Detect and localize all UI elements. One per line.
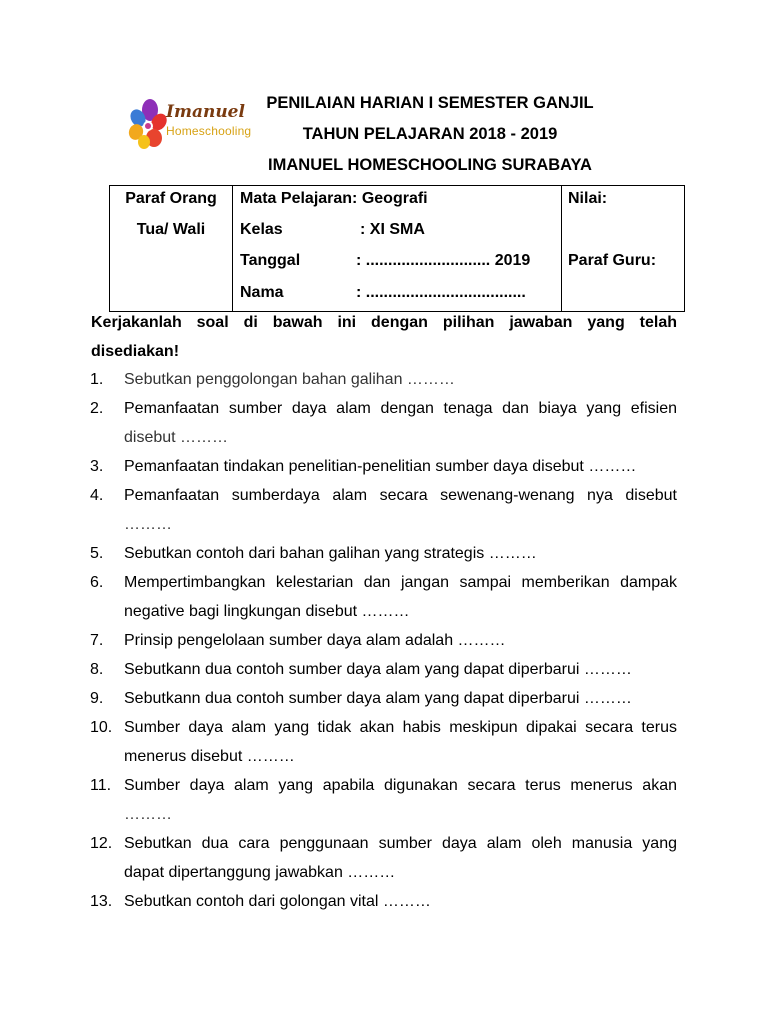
nilai-label: Nilai: xyxy=(568,190,608,207)
table-divider xyxy=(232,186,233,311)
instruction-line-2: disediakan! xyxy=(91,343,180,360)
question-number: 2. xyxy=(90,400,104,417)
header-title-1: PENILAIAN HARIAN I SEMESTER GANJIL xyxy=(266,94,594,112)
question-number: 6. xyxy=(90,574,104,591)
flower-icon xyxy=(128,96,168,152)
question-number: 9. xyxy=(90,690,104,707)
kelas-value: : XI SMA xyxy=(360,221,425,238)
question-text: Sebutkan contoh dari bahan galihan yang strategis ……… xyxy=(124,545,537,562)
question-number: 12. xyxy=(90,835,113,852)
logo-name: Imanuel xyxy=(166,102,245,122)
question-text: Sebutkan penggolongan bahan galihan ……… xyxy=(124,371,455,388)
question-number: 3. xyxy=(90,458,104,475)
question-text: Pemanfaatan sumberdaya alam secara sewenang-wenang nya disebut xyxy=(124,487,677,504)
question-text: Sumber daya alam yang apabila digunakan secara terus menerus akan xyxy=(124,777,677,794)
question-text-continued: menerus disebut ……… xyxy=(124,748,295,765)
tanggal-value: : ............................ 2019 xyxy=(356,252,531,269)
nama-label: Nama xyxy=(240,284,284,301)
question-number: 5. xyxy=(90,545,104,562)
question-text: Prinsip pengelolaan sumber daya alam adalah ……… xyxy=(124,632,506,649)
question-number: 10. xyxy=(90,719,113,736)
question-text-continued: dapat dipertanggung jawabkan ……… xyxy=(124,864,396,881)
header-title-2: TAHUN PELAJARAN 2018 - 2019 xyxy=(302,125,558,143)
question-text-continued: ……… xyxy=(124,516,172,533)
kelas-label: Kelas xyxy=(240,221,283,238)
question-number: 13. xyxy=(90,893,113,910)
question-text: Pemanfaatan tindakan penelitian-penelitian sumber daya disebut ……… xyxy=(124,458,637,475)
question-text-continued: disebut ……… xyxy=(124,429,229,446)
question-number: 8. xyxy=(90,661,104,678)
question-number: 11. xyxy=(90,777,112,794)
question-text: Pemanfaatan sumber daya alam dengan tenaga dan biaya yang efisien xyxy=(124,400,677,417)
nama-value: : .................................... xyxy=(356,284,526,301)
paraf-orang-tua-label-1: Paraf Orang xyxy=(125,190,217,207)
question-number: 7. xyxy=(90,632,104,649)
question-text: Sebutkann dua contoh sumber daya alam yang dapat diperbarui ……… xyxy=(124,661,632,678)
instruction-line-1: Kerjakanlah soal di bawah ini dengan pilihan jawaban yang telah xyxy=(91,314,677,331)
question-text: Sebutkann dua contoh sumber daya alam yang dapat diperbarui ……… xyxy=(124,690,632,707)
question-number: 1. xyxy=(90,371,104,388)
question-text: Sebutkan contoh dari golongan vital ……… xyxy=(124,893,431,910)
question-text-continued: ……… xyxy=(124,806,172,823)
logo-subtitle: Homeschooling xyxy=(166,124,252,138)
question-text: Sebutkan dua cara penggunaan sumber daya alam oleh manusia yang xyxy=(124,835,677,852)
question-text-continued: negative bagi lingkungan disebut ……… xyxy=(124,603,410,620)
info-table xyxy=(109,185,685,312)
question-text: Sumber daya alam yang tidak akan habis meskipun dipakai secara terus xyxy=(124,719,677,736)
paraf-orang-tua-label-2: Tua/ Wali xyxy=(136,221,206,238)
table-divider xyxy=(561,186,562,311)
paraf-guru-label: Paraf Guru: xyxy=(568,252,657,269)
mata-pelajaran-label: Mata Pelajaran: Geografi xyxy=(240,190,428,207)
question-number: 4. xyxy=(90,487,104,504)
question-text: Mempertimbangkan kelestarian dan jangan sampai memberikan dampak xyxy=(124,574,677,591)
header-title-3: IMANUEL HOMESCHOOLING SURABAYA xyxy=(268,156,592,174)
tanggal-label: Tanggal xyxy=(240,252,301,269)
